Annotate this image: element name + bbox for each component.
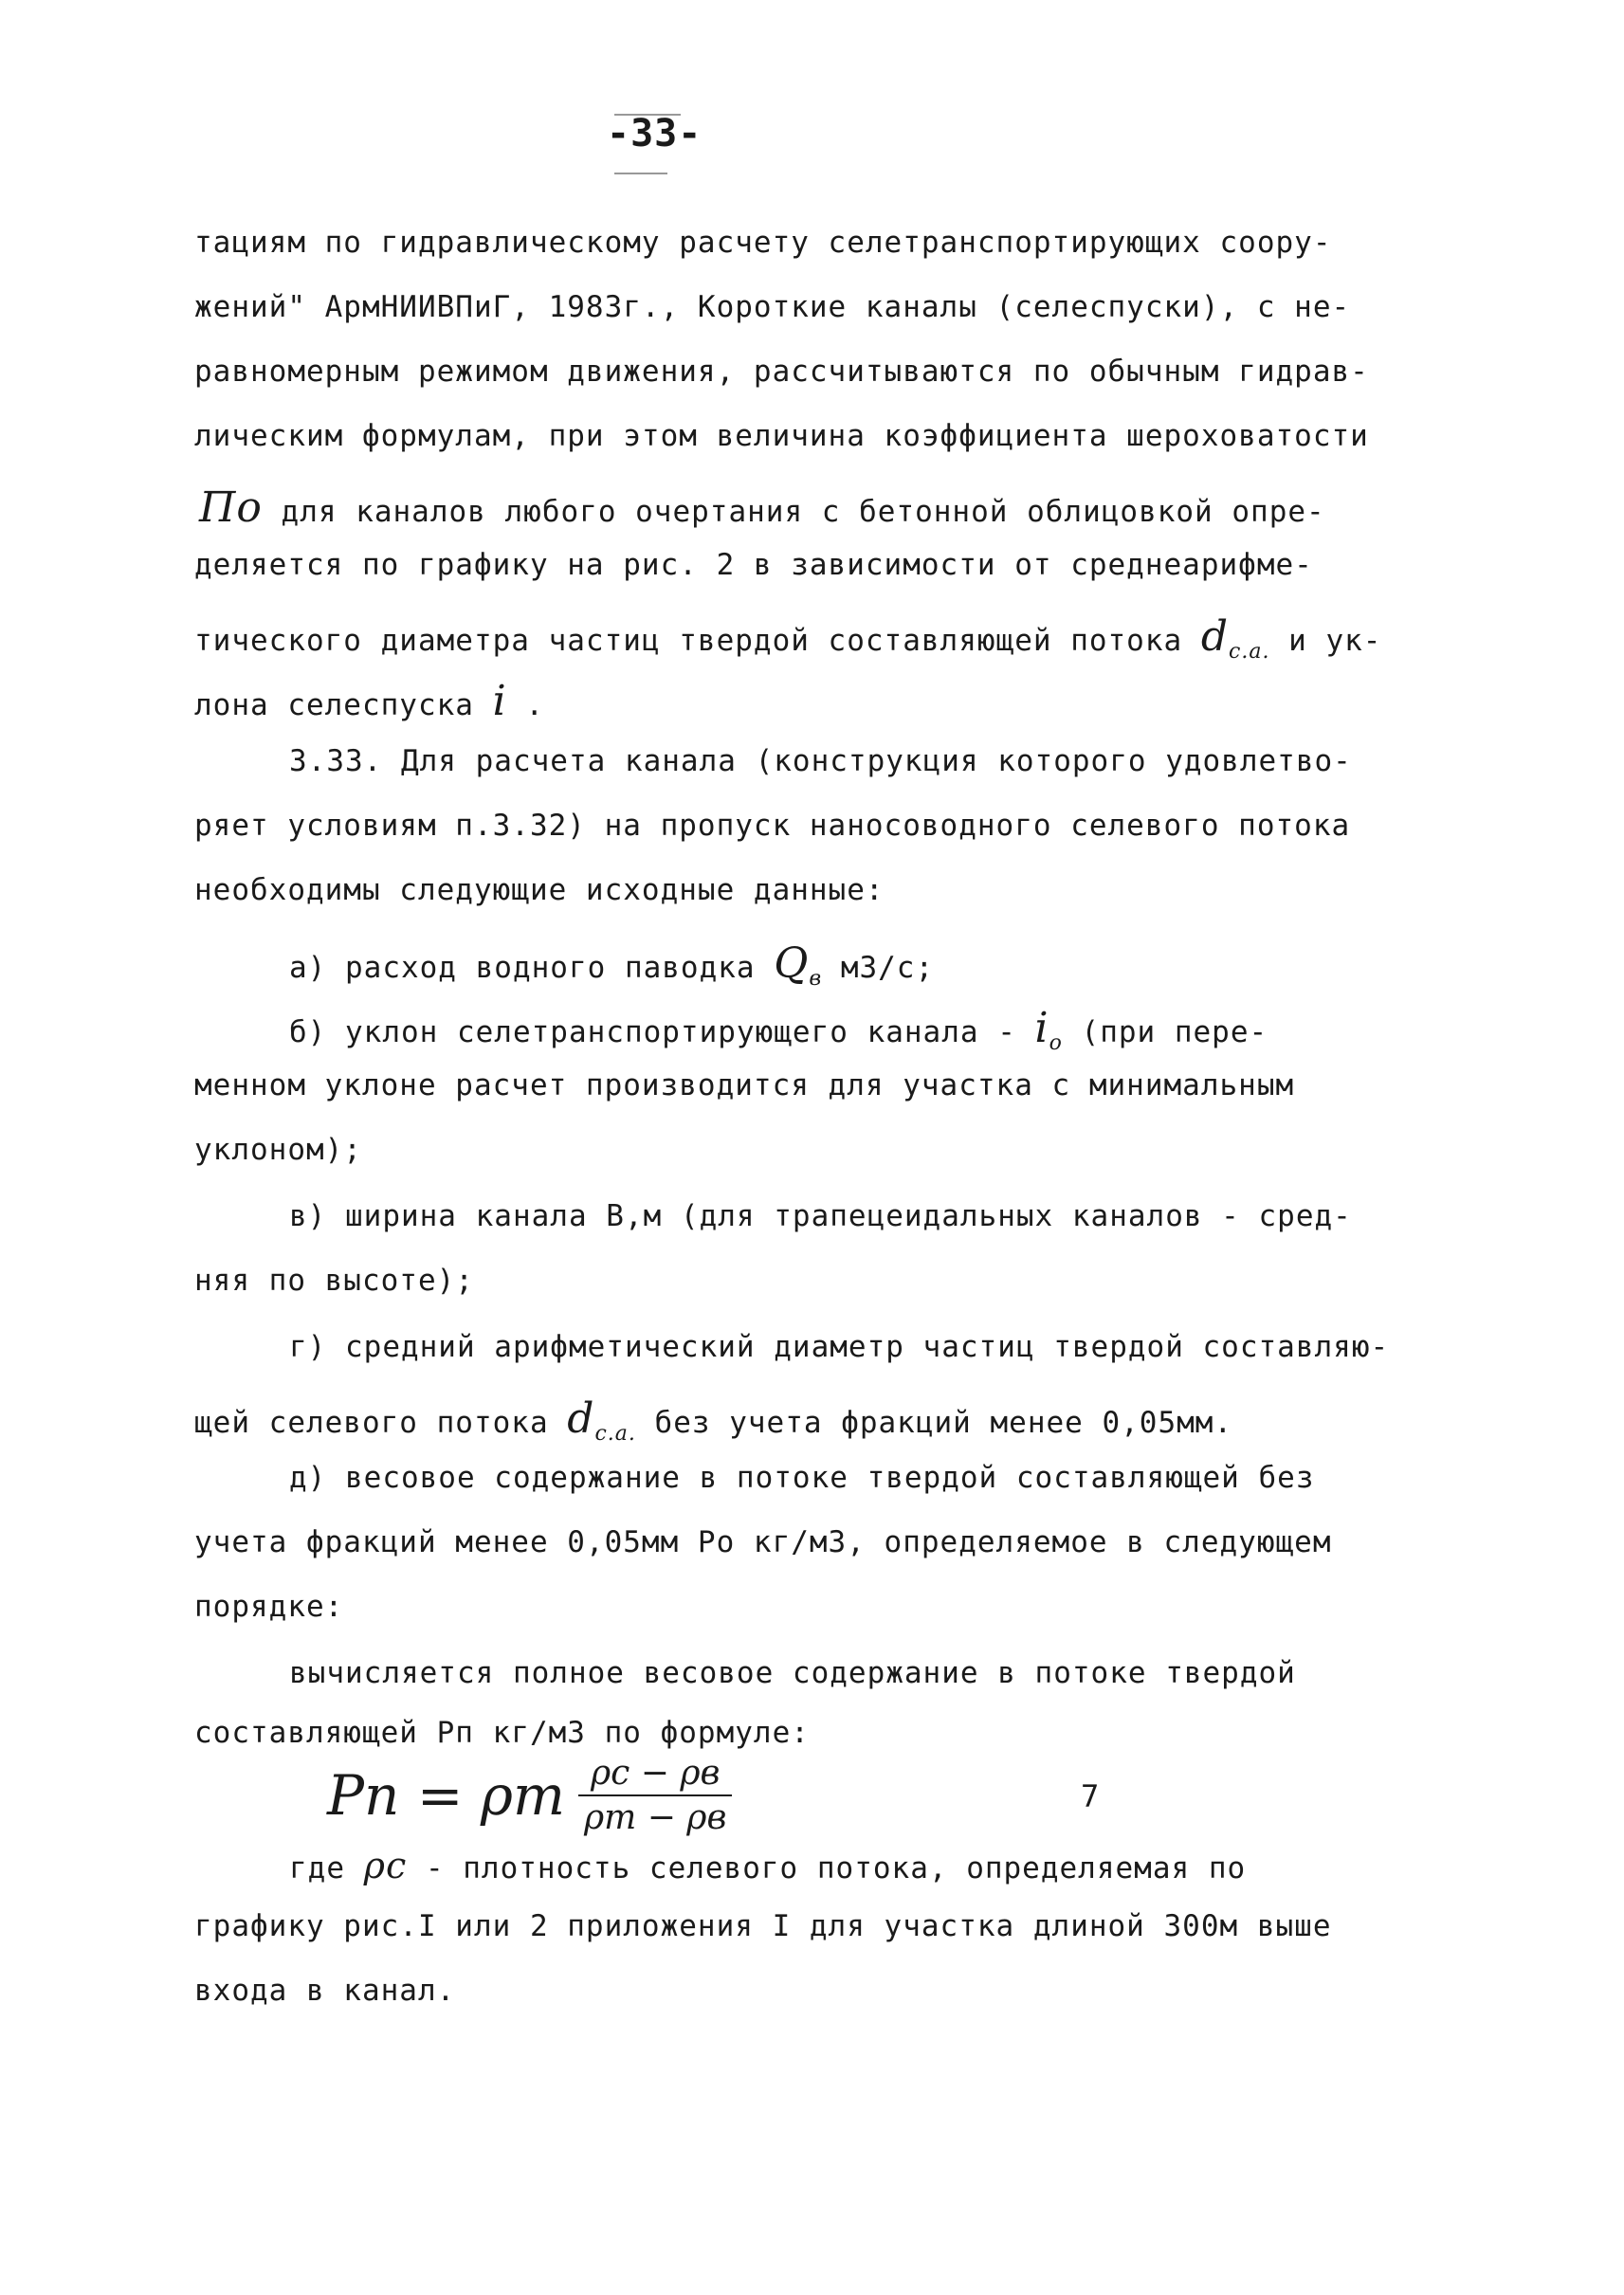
formula-7	[327, 1754, 732, 1837]
text-line-11: необходимы следующие исходные данные:	[194, 873, 885, 907]
text-line-8-tail: .	[506, 688, 545, 722]
flow-subscript: в	[809, 967, 823, 991]
text-line-8-body: лона селеспуска	[194, 688, 493, 722]
text-line-5	[199, 483, 1325, 532]
roughness-symbol: По	[199, 483, 263, 532]
text-line-22: порядке:	[194, 1590, 344, 1624]
channel-slope-subscript: о	[1049, 1031, 1063, 1055]
text-line-27: входа в канал.	[194, 1974, 456, 2008]
formula-lhs: Pп = ρт	[327, 1763, 565, 1828]
diameter-symbol: d	[1200, 612, 1230, 661]
list-item-b	[289, 1004, 1268, 1055]
text-line-8	[194, 677, 544, 725]
density-symbol: ρс	[363, 1845, 408, 1886]
equation-number: 7	[1081, 1778, 1100, 1814]
formula-fraction	[578, 1754, 732, 1837]
list-item-b-tail: (при пере-	[1062, 1015, 1268, 1049]
diameter-subscript: с.а.	[1229, 640, 1270, 664]
text-line-25-body: где	[289, 1851, 364, 1885]
text-line-2: жений" АрмНИИВПиГ, 1983г., Короткие каналы (селеспуски), с не-	[194, 290, 1351, 324]
slope-symbol: i	[492, 677, 507, 725]
text-line-19	[194, 1394, 1232, 1446]
text-line-19-body: щей селевого потока	[194, 1406, 568, 1440]
text-line-10: ряет условиям п.3.32) на пропуск наносоводного селевого потока	[194, 809, 1351, 843]
mean-diameter-symbol: d	[567, 1394, 595, 1443]
list-item-b-body: б) уклон селетранспортирующего канала -	[289, 1015, 1035, 1049]
text-line-24: составляющей Рп кг/м3 по формуле:	[194, 1716, 810, 1750]
text-line-4: лическим формулам, при этом величина коэффициента шероховатости	[194, 419, 1369, 453]
text-line-5-body: для каналов любого очертания с бетонной облицовкой опре-	[262, 495, 1325, 529]
text-line-6: деляется по графику на рис. 2 в зависимости от среднеарифме-	[194, 548, 1313, 582]
list-item-d: д) весовое содержание в потоке твердой составляющей без	[289, 1461, 1315, 1495]
text-line-7	[194, 612, 1381, 664]
text-line-1: тациям по гидравлическому расчету селетранспортирующих соору-	[194, 226, 1332, 260]
text-line-17: няя по высоте);	[194, 1264, 474, 1298]
flow-symbol: Q	[774, 939, 810, 988]
page-number: -33-	[607, 112, 703, 155]
text-line-23: вычисляется полное весовое содержание в потоке твердой	[289, 1656, 1296, 1690]
text-line-21: учета фракций менее 0,05мм Ро кг/м3, определяемое в следующем	[194, 1525, 1332, 1559]
channel-slope-symbol: i	[1034, 1004, 1049, 1052]
list-item-g: г) средний арифметический диаметр частиц твердой составляю-	[289, 1330, 1390, 1364]
list-item-a-tail: м3/с;	[822, 951, 935, 985]
text-line-14: менном уклоне расчет производится для участка с минимальным	[194, 1068, 1295, 1102]
formula-numerator: ρс − ρв	[590, 1754, 721, 1793]
text-line-7-body: тического диаметра частиц твердой составляющей потока	[194, 624, 1201, 658]
text-line-26: графику рис.I или 2 приложения I для участка длиной 300м выше	[194, 1909, 1332, 1943]
list-item-a-body: а) расход водного паводка	[289, 951, 775, 985]
text-line-25	[289, 1845, 1246, 1886]
text-line-3: равномерным режимом движения, рассчитываются по обычным гидрав-	[194, 355, 1369, 389]
list-item-v: в) ширина канала В,м (для трапецеидальных каналов - сред-	[289, 1199, 1352, 1233]
text-line-15: уклоном);	[194, 1133, 362, 1167]
list-item-a	[289, 939, 934, 991]
formula-denominator: ρт − ρв	[583, 1798, 727, 1837]
text-line-7-tail: и ук-	[1269, 624, 1382, 658]
mean-diameter-subscript: с.а.	[594, 1422, 636, 1446]
page-number-rule-bottom	[614, 173, 667, 174]
text-line-9: 3.33. Для расчета канала (конструкция которого удовлетво-	[289, 744, 1352, 778]
text-line-25-tail: - плотность селевого потока, определяемая по	[407, 1851, 1247, 1885]
fraction-bar	[578, 1794, 732, 1796]
text-line-19-tail: без учета фракций менее 0,05мм.	[635, 1406, 1233, 1440]
